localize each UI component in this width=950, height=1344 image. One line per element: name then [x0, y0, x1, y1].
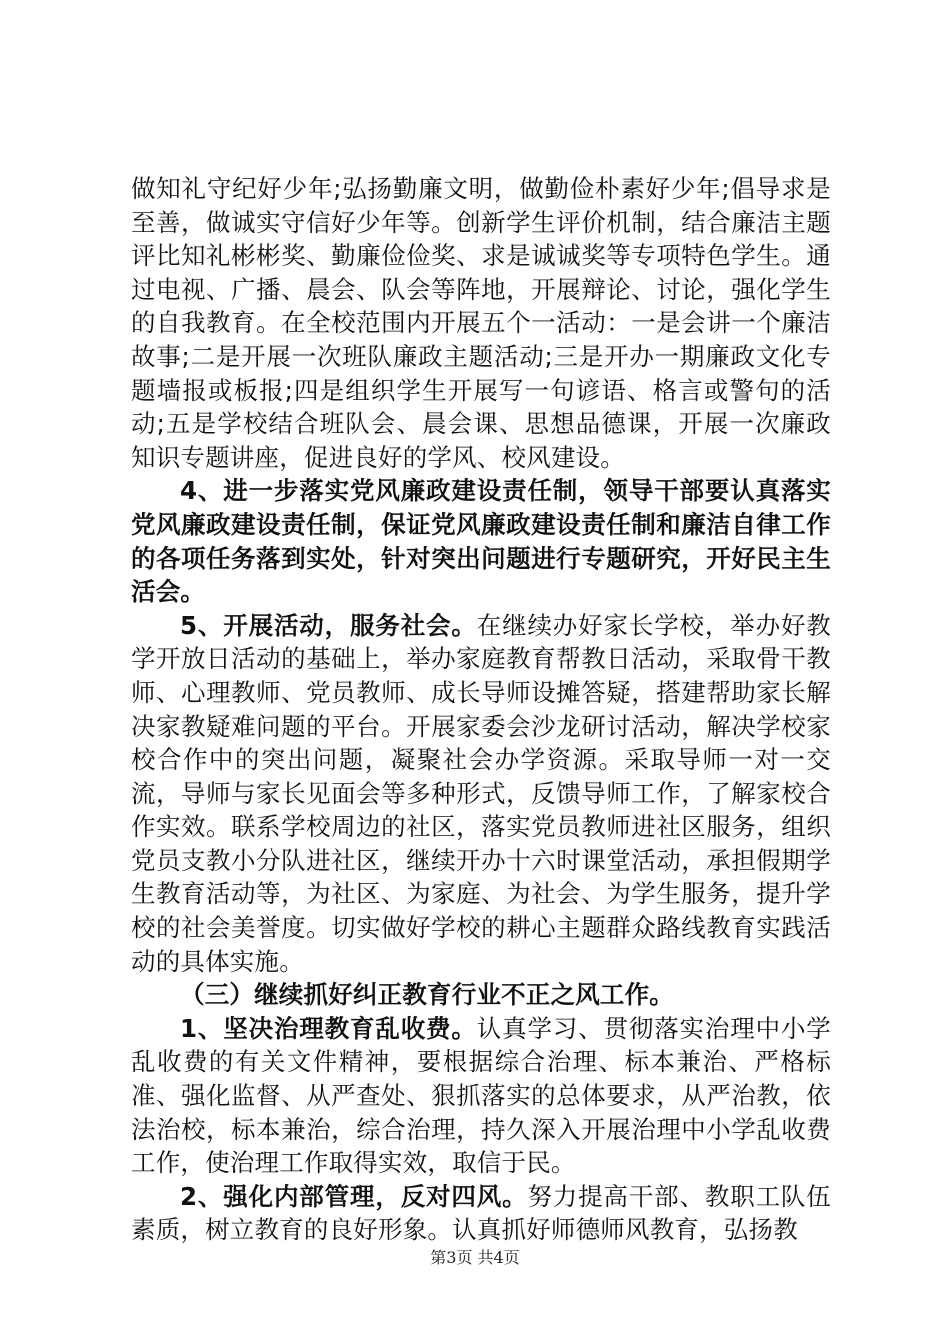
paragraph-lead: 4、进一步落实党风廉政建设责任制，领导干部要认真落实党风廉政建设责任制，保证党风廉政建设责任制和廉洁自律工作的各项任务落到实处，针对突出问题进行专题研究，开好民主生活会。 — [131, 476, 831, 607]
page-number-label: 第3页 共4页 — [430, 1248, 520, 1267]
paragraph-text: 做知礼守纪好少年;弘扬勤廉文明，做勤俭朴素好少年;倡导求是至善，做诚实守信好少年等。创新学生评价机制，结合廉洁主题评比知礼彬彬奖、勤廉俭俭奖、求是诚诚奖等专项特色学生。通过电视、广播、晨会、队会等阵地，开展辩论、讨论，强化学生的自我教育。在全校范围内开展五个一活动：一是会讲一个廉洁故事;二是开展一次班队廉政主题活动;三是开办一期廉政文化专题墙报或板报;四是组织学生开展写一句谚语、格言或警句的活动;五是学校结合班队会、晨会课、思想品德课，开展一次廉政知识专题讲座，促进良好的学风、校风建设。 — [131, 174, 831, 472]
paragraph-item-2 — [131, 1180, 831, 1247]
section-heading-3 — [131, 978, 831, 1012]
paragraph-item-4 — [131, 474, 831, 608]
paragraph-lead: 1、坚决治理教育乱收费。 — [180, 1013, 477, 1043]
paragraph-lead: 5、开展活动，服务社会。 — [180, 610, 477, 640]
paragraph-lead: 2、强化内部管理，反对四风。 — [180, 1181, 528, 1211]
paragraph-continuation — [131, 172, 831, 474]
document-body — [131, 172, 831, 1247]
section-heading-text: （三）继续抓好纠正教育行业不正之风工作。 — [180, 980, 674, 1010]
paragraph-text: 努力提高干部、教职工队伍素质，树立教育的良好形象。认真抓好师德师风教育，弘扬教 — [131, 1181, 831, 1245]
page-footer — [0, 1245, 950, 1268]
paragraph-item-1 — [131, 1012, 831, 1180]
paragraph-text: 认真学习、贯彻落实治理中小学乱收费的有关文件精神，要根据综合治理、标本兼治、严格标准、强化监督、从严查处、狠抓落实的总体要求，从严治教，依法治校，标本兼治，综合治理，持久深入开展治理中小学乱收费工作，使治理工作取得实效，取信于民。 — [131, 1013, 831, 1178]
paragraph-text: 在继续办好家长学校，举办好教学开放日活动的基础上，举办家庭教育帮教日活动，采取骨干教师、心理教师、党员教师、成长导师设摊答疑，搭建帮助家长解决家教疑难问题的平台。开展家委会沙龙研讨活动，解决学校家校合作中的突出问题，凝聚社会办学资源。采取导师一对一交流，导师与家长见面会等多种形式，反馈导师工作，了解家校合作实效。联系学校周边的社区，落实党员教师进社区服务，组织党员支教小分队进社区，继续开办十六时课堂活动，承担假期学生教育活动等，为社区、为家庭、为社会、为学生服务，提升学校的社会美誉度。切实做好学校的耕心主题群众路线教育实践活动的具体实施。 — [131, 610, 831, 976]
paragraph-item-5 — [131, 609, 831, 979]
